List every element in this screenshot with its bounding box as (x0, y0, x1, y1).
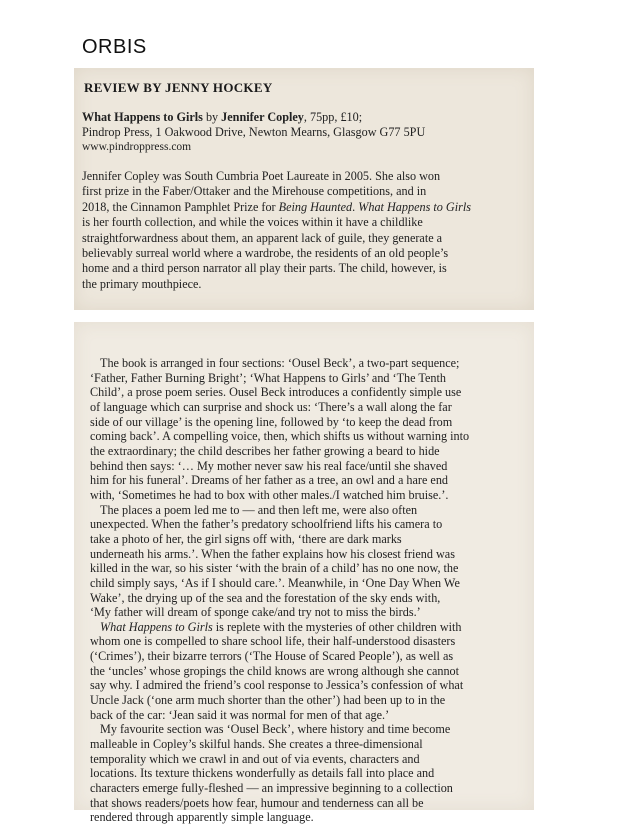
body-line: the ‘uncles’ whose gropings the child knows are wrong although she cannot (90, 663, 460, 678)
publisher-line: Pindrop Press, 1 Oakwood Drive, Newton Mearns, Glasgow G77 5PU (82, 125, 426, 139)
body-line: the extraordinary; the child describes her father growing a beard to hide (90, 443, 440, 458)
body-line: locations. Its texture thickens wonderfully as details fall into place and (90, 766, 435, 781)
body-line: The places a poem led me to — and then left me, were also often (100, 502, 418, 517)
book-title-italic: What Happens to Girls (358, 199, 471, 214)
body-line: ‘Father, Father Burning Bright’; ‘What Happens to Girls’ and ‘The Tenth (90, 370, 446, 385)
body-line: whom one is compelled to share school life, their half-understood disasters (90, 634, 456, 649)
review-heading: REVIEW BY JENNY HOCKEY (84, 80, 273, 95)
body-line: My favourite section was ‘Ousel Beck’, where history and time become (100, 722, 451, 737)
body-line: child simply says, ‘As if I should care.’. Meanwhile, in ‘One Day When We (90, 575, 460, 590)
body-line: unexpected. When the father’s predatory schoolfriend lifts his camera to (90, 517, 443, 532)
publisher-website: www.pindroppress.com (82, 141, 192, 153)
body-line: characters emerge fully-fleshed — an impressive beginning to a collection (90, 781, 453, 796)
intro-line: believably surreal world where a wardrobe, the residents of an old people’s (82, 246, 449, 261)
body-line: Child’, a prose poem series. Ousel Beck introduces a confidently simple use (90, 385, 462, 400)
body-line: coming back’. A compelling voice, then, which shifts us without warning into (90, 429, 470, 444)
body-line: that shows readers/poets how fear, humour and tenderness can all be (90, 795, 424, 810)
book-author: Jennifer Copley (221, 110, 304, 124)
body-line: (‘Crimes’), their bizarre terrors (‘The House of Scared People’), as well as (90, 649, 454, 664)
intro-paragraph (82, 169, 530, 292)
body-line: take a photo of her, the girl signs off with, ‘there are dark marks (90, 531, 402, 546)
body-line: ‘My father will dream of sponge cake/and try not to miss the birds.’ (90, 605, 421, 620)
body-line: killed in the war, so his sister ‘with the brain of a child’ has no one now, the (90, 561, 459, 576)
body-line: What Happens to Girls is replete with the mysteries of other children with (100, 619, 462, 634)
intro-line: first prize in the Faber/Ottaker and the Mirehouse competitions, and in (82, 184, 427, 199)
intro-line: Jennifer Copley was South Cumbria Poet Laureate in 2005. She also won (82, 169, 441, 183)
intro-line: 2018, the Cinnamon Pamphlet Prize for Being Haunted. What Happens to Girls (82, 199, 471, 214)
book-title-italic: Being Haunted (278, 199, 353, 214)
body-line: underneath his arms.’. When the father explains how his closest friend was (90, 546, 455, 561)
body-line: back of the car: ‘Jean said it was normal for men of that age.’ (90, 707, 390, 722)
body-line: say why. I admired the friend’s cool response to Jessica’s confession of what (90, 678, 464, 693)
body-line: him for his funeral’. Dreams of her father as a tree, an owl and a hare end (90, 473, 449, 488)
intro-line: home and a third person narrator all play their parts. The child, however, is (82, 261, 447, 276)
body-line: of language which can surprise and shock us: ‘There’s a wall along the far (90, 399, 452, 414)
body-line: The book is arranged in four sections: ‘Ousel Beck’, a two-part sequence; (100, 356, 460, 370)
book-title: What Happens to Girls (82, 110, 203, 124)
book-details: , 75pp, £10; (303, 110, 363, 124)
intro-line: is her fourth collection, and while the voices within it have a childlike (82, 215, 423, 230)
body-line: malleable in Copley’s skilful hands. She creates a three-dimensional (90, 737, 423, 752)
body-line: Wake’, the drying up of the sea and the forestation of the sky ends with, (90, 590, 441, 605)
intro-line: the primary mouthpiece. (82, 276, 202, 291)
body-line: temporality which we crawl in and out of via events, characters and (90, 751, 420, 766)
review-body (90, 356, 528, 825)
page-header-orbis: ORBIS (82, 36, 147, 58)
book-info (82, 110, 530, 155)
body-line: side of our village’ is the opening line, followed by ‘to keep the dead from (90, 414, 453, 429)
body-line: with, ‘Sometimes he had to box with other males./I watched him bruise.’. (90, 487, 449, 502)
book-title-italic: What Happens to Girls (100, 619, 213, 634)
body-line: behind then says: ‘… My mother never saw his real face/until she shaved (90, 458, 448, 473)
review-page-top (74, 68, 534, 310)
intro-line: straightforwardness about them, an apparent lack of guile, they generate a (82, 230, 443, 245)
book-by: by (202, 110, 222, 124)
review-page-body (74, 322, 534, 825)
body-line: Uncle Jack (‘one arm much shorter than the other’) had been up to in the (90, 693, 446, 708)
body-line: rendered through apparently simple language. (90, 810, 314, 825)
